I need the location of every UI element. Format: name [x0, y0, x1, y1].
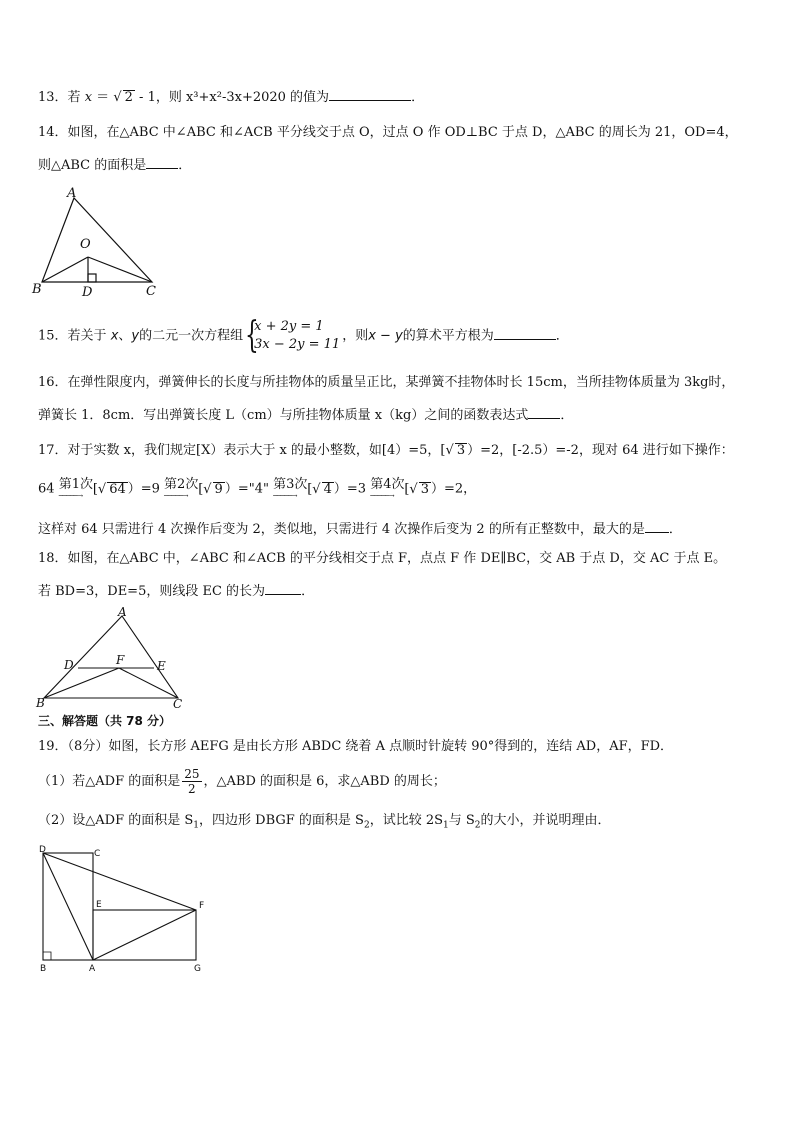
q18-label-a: A — [118, 606, 127, 619]
q17-step4-arrow — [370, 477, 405, 500]
q17-step3-arrow-line: ─────→ — [273, 492, 298, 500]
q15-var-x: x — [110, 328, 119, 344]
q14-bo — [42, 257, 88, 282]
q19-right-angle-b — [43, 952, 51, 960]
question-18-line2 — [38, 582, 314, 601]
q18-label-d: D — [64, 658, 74, 672]
q16-text: 弹簧长 1．8cm．写出弹簧长度 L（cm）与所挂物体质量 x（kg）之间的函数表达式 — [38, 408, 529, 423]
question-15 — [38, 315, 569, 356]
q13-number: 13．若 — [38, 90, 81, 105]
q17-op4: [√ 3 — [404, 481, 429, 497]
q18-triangle-abc — [44, 616, 178, 698]
q17-r4: ）=2， — [430, 481, 477, 497]
q19-fraction — [182, 767, 201, 796]
q13-radicand: 2 — [124, 90, 133, 105]
q14-answer-blank[interactable] — [146, 156, 178, 169]
question-14-line1: 14．如图，在△ABC 中∠ABC 和∠ACB 平分线交于点 O，过点 O 作 OD⊥BC 于点 D，△ABC 的周长为 21，OD=4， — [38, 125, 738, 140]
q16-answer-blank[interactable] — [528, 406, 560, 419]
q15-expr: x − y — [368, 328, 403, 344]
q19-label-g: G — [194, 964, 201, 974]
q13-eq: ＝ — [96, 90, 110, 105]
section-3-heading: 三、解答题（共 78 分） — [38, 714, 172, 728]
question-18-line1: 18．如图，在△ABC 中，∠ABC 和∠ACB 的平分线相交于点 F，点点 F 作 DE∥BC，交 AB 于点 D，交 AC 于点 E。 — [38, 551, 727, 566]
q17-step2-arrow-line: ─────→ — [164, 492, 188, 500]
q17-step3-arrow — [273, 477, 308, 500]
q18-end: ． — [301, 584, 315, 599]
q17-sqrt3: 3 — [420, 481, 429, 497]
q17-step4-label: 第4次 — [370, 477, 405, 492]
q17-op3: [√ 4 — [307, 481, 332, 497]
q19-part2-mid: ，四边形 DBGF 的面积是 S — [199, 813, 364, 828]
q19-part2-mid3: 与 S — [448, 813, 475, 828]
question-17-line1: 17．对于实数 x，我们规定[X）表示大于 x 的最小整数，如[4）=5，[√ 3 ）=2，[-2.5）=-2，现对 64 进行如下操作： — [38, 443, 734, 458]
q13-text: - 1，则 x³+x²-3x+2020 的值为 — [134, 90, 330, 105]
q15-sep: 、 — [118, 328, 132, 344]
question-19-part2 — [38, 812, 611, 835]
q19-figure — [34, 840, 224, 975]
question-16-line2 — [38, 406, 573, 425]
question-19-line1: 19．（8分）如图，长方形 AEFG 是由长方形 ABDC 绕着 A 点顺时针旋转 90°得到的，连结 AD，AF，FD． — [38, 739, 674, 754]
question-14-line2 — [38, 156, 191, 175]
question-16-line1: 16．在弹性限度内，弹簧伸长的长度与所挂物体的质量呈正比，某弹簧不挂物体时长 15cm，当所挂物体质量为 3kg时， — [38, 375, 735, 390]
question-13 — [38, 88, 424, 107]
q17-step2-label: 第2次 — [164, 477, 199, 492]
q17-step3-label: 第3次 — [273, 477, 308, 492]
q19-part2-pre: （2）设△ADF 的面积是 S — [38, 813, 194, 828]
q15-end: ． — [555, 328, 569, 344]
q15-answer-blank[interactable] — [494, 327, 556, 340]
q19-part1-post: ，△ABD 的面积是 6，求△ABD 的周长； — [203, 774, 446, 789]
q14-figure — [30, 185, 170, 300]
q19-s1b-sub: 1 — [443, 820, 449, 831]
question-17-operations — [38, 477, 477, 500]
q15-var-y: y — [131, 328, 140, 344]
q19-label-a: A — [89, 964, 96, 974]
q17-sqrt64: 64 — [109, 481, 126, 497]
q17-text-pre: 17．对于实数 x，我们规定[X）表示大于 x 的最小整数，如[4）=5，[ — [38, 443, 446, 458]
q19-s2b-sub: 2 — [474, 820, 481, 831]
q14-label-c: C — [146, 284, 156, 299]
question-19-part1 — [38, 766, 446, 798]
q17-text3: 这样对 64 只需进行 4 次操作后变为 2，类似地，只需进行 4 次操作后变为 2 的所有正整数中，最大的是 — [38, 522, 645, 537]
q19-part2-post: 的大小，并说明理由． — [480, 813, 611, 828]
q17-step1-arrow — [58, 477, 93, 500]
q18-label-c: C — [173, 697, 183, 710]
q15-text-post1: ，则 — [342, 328, 369, 344]
q18-label-f: F — [116, 653, 125, 667]
q17-step2-arrow — [164, 477, 199, 500]
q13-answer-blank[interactable] — [329, 88, 411, 101]
q17-text-post: ）=2，[-2.5）=-2，现对 64 进行如下操作： — [467, 443, 734, 458]
q17-r3: ）=3 — [333, 481, 367, 497]
q17-op-start: 64 — [38, 481, 55, 497]
q19-label-d: D — [39, 845, 46, 855]
q18-cf — [119, 668, 178, 698]
q19-s2-sub: 2 — [363, 820, 370, 831]
q15-brace: { — [245, 315, 259, 356]
q18-bf — [44, 668, 119, 698]
q17-r1: ）=9 — [127, 481, 160, 497]
q19-part1-pre: （1）若△ADF 的面积是 — [38, 774, 181, 789]
q15-text-post2: 的算术平方根为 — [402, 328, 494, 344]
q14-triangle-abc — [42, 198, 152, 282]
q14-co — [88, 257, 152, 282]
question-17-line3 — [38, 520, 682, 539]
q18-figure — [30, 606, 190, 710]
q19-af — [93, 910, 196, 960]
q14-label-o: O — [80, 237, 91, 252]
q17-r2: ）="4" — [224, 481, 269, 497]
q14-label-d: D — [82, 285, 93, 300]
q14-end: ． — [178, 158, 192, 173]
q13-x: x — [84, 90, 93, 105]
q19-label-b: B — [40, 964, 47, 974]
q17-step1-arrow-line: ─────→ — [58, 492, 83, 500]
q14-label-a: A — [67, 186, 77, 201]
q17-step1-label: 第1次 — [58, 477, 93, 492]
q15-equation-system — [245, 315, 341, 356]
q15-eq1: x + 2y = 1 — [254, 319, 324, 334]
q17-sqrt9: 9 — [214, 481, 223, 497]
q19-frac-num: 25 — [184, 767, 200, 781]
q18-label-b: B — [36, 696, 45, 710]
q17-answer-blank[interactable] — [645, 520, 669, 533]
q19-label-e: E — [96, 900, 102, 910]
q17-op1: [√ 64 — [92, 481, 126, 497]
q15-eq2: 3x − 2y = 11 — [254, 337, 341, 352]
q19-label-c: C — [94, 849, 101, 859]
q17-step4-arrow-line: ─────→ — [370, 492, 395, 500]
q18-label-e: E — [157, 659, 166, 673]
q17-end: ． — [668, 522, 682, 537]
q17-sqrt4: 4 — [323, 481, 332, 497]
q17-op2: [√ 9 — [198, 481, 223, 497]
q19-label-f: F — [199, 901, 205, 911]
q19-part2-mid2: ，试比较 2S — [369, 813, 443, 828]
q15-text-mid: 的二元一次方程组 — [139, 328, 244, 344]
q19-s1-sub: 1 — [193, 820, 200, 831]
q13-end: ． — [411, 90, 425, 105]
q18-text: 若 BD=3，DE=5，则线段 EC 的长为 — [38, 584, 266, 599]
q16-end: ． — [560, 408, 574, 423]
q13-sqrt: √ 2 — [113, 90, 133, 105]
q19-frac-den: 2 — [188, 782, 196, 796]
q14-label-b: B — [32, 282, 42, 297]
q18-answer-blank[interactable] — [265, 582, 301, 595]
q17-radicand-3: 3 — [456, 443, 466, 458]
q14-right-angle-mark — [88, 274, 96, 282]
q14-text: 则△ABC 的面积是 — [38, 158, 147, 173]
q15-text-pre: 15．若关于 — [38, 328, 107, 344]
